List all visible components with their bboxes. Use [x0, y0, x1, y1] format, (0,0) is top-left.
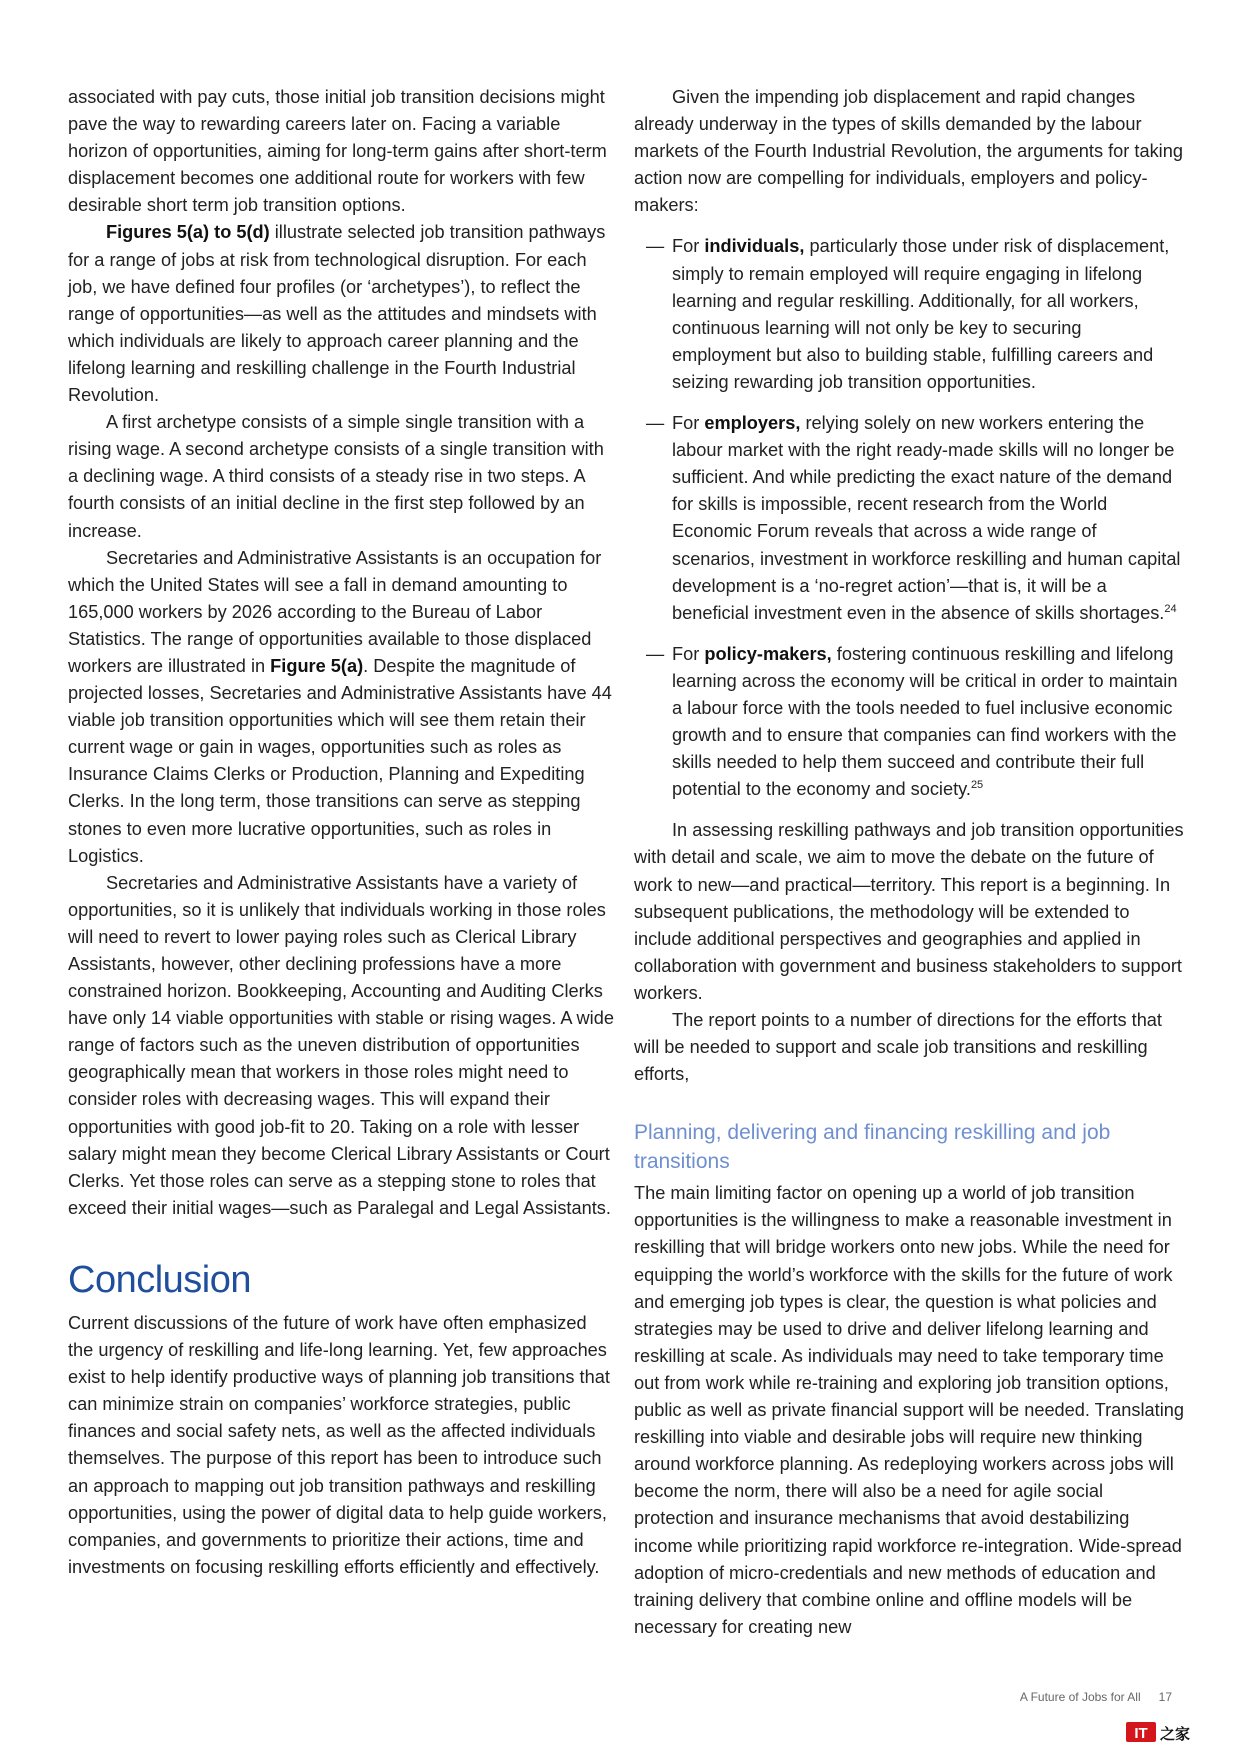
watermark-logo-icon: [1126, 1720, 1196, 1744]
figure-reference: Figure 5(a): [270, 655, 364, 676]
bullet-item-policy-makers: — For policy-makers, fostering continuous reskilling and lifelong learning across the economy will be critical in order to maintain a labour force with the tools needed to fuel inclusive economic growth and to ensure that companies can find workers with the skills needed to help them succeed and contribute their full potential to the economy and society.$^{25}$: [634, 641, 1184, 804]
bullet-term: policy-makers,: [704, 643, 832, 664]
bullet-item-employers: — For employers, relying solely on new workers entering the labour market with the right ready-made skills will no longer be sufficient. And while predicting the exact nature of the demand for skills is impossible, recent research from the World Economic Forum reveals that across a wide range of scenarios, investment in workforce reskilling and human capital development is a ‘no-regret action’—that is, it will be a beneficial investment even in the absence of skills shortages.$^{24}$: [634, 410, 1184, 627]
left-column: [68, 84, 616, 1581]
dash-bullet-icon: —: [646, 413, 665, 434]
subsection-heading: Planning, delivering and financing reskilling and job transitions: [634, 1121, 1111, 1174]
paragraph: The main limiting factor on opening up a world of job transition opportunities is the willingness to make a reasonable investment in reskilling that will bridge workers onto new jobs. While the need for equipping the world’s workforce with the skills for the future of work and emerging job types is clear, the question is what policies and strategies may be used to drive and deliver lifelong learning and reskilling at scale. As individuals may need to take temporary time out from work while re-training and exploring job transition options, public as well as private financial support will be needed. Translating reskilling into viable and desirable jobs will require new thinking around workforce planning. As redeploying workers across jobs will become the norm, there will also be a need for agile social protection and insurance mechanisms that avoid destabilizing income while prioritizing rapid workforce re-integration. Wide-spread adoption of micro-credentials and new methods of education and training delivery that combine online and offline models will be necessary for creating new: [634, 1183, 1184, 1637]
paragraph: Figures 5(a) to 5(d) illustrate selected job transition pathways for a range of jobs at risk from technological disruption. For each job, we have defined four profiles (or ‘archetypes’), to reflect the range of opportunities—as well as the attitudes and mindsets with which individuals are likely to approach career planning and the lifelong learning and reskilling challenge in the Fourth Industrial Revolution.: [68, 222, 606, 406]
figure-reference: Figures 5(a) to 5(d): [106, 222, 270, 243]
dash-bullet-icon: —: [646, 236, 665, 257]
svg-text:之家: 之家: [1160, 1725, 1191, 1743]
bullet-term: individuals,: [704, 236, 805, 257]
paragraph: Secretaries and Administrative Assistants have a variety of opportunities, so it is unlikely that individuals working in those roles will need to revert to lower paying roles such as Clerical Library Assistants, however, other declining professions have a more constrained horizon. Bookkeeping, Accounting and Auditing Clerks have only 14 viable opportunities with stable or rising wages. A wide range of factors such as the uneven distribution of opportunities geographically mean that workers in those roles might need to consider roles with decreasing wages. This will expand their opportunities with good job-fit to 20. Taking on a role with lesser salary might mean they become Clerical Library Assistants or Court Clerks. Yet those roles can serve as a stepping stone to roles that exceed their initial wages—such as Paralegal and Legal Assistants.: [68, 872, 614, 1218]
footnote-ref: 24: [1164, 602, 1177, 615]
paragraph: In assessing reskilling pathways and job transition opportunities with detail and scale, we aim to move the debate on the future of work to new—and practical—territory. This report is a beginning. In subsequent publications, the methodology will be extended to include additional perspectives and geographies and applied in collaboration with government and business stakeholders to support workers.: [634, 820, 1184, 1003]
section-heading-conclusion: Conclusion: [68, 1258, 251, 1301]
paragraph: A first archetype consists of a simple single transition with a rising wage. A second archetype consists of a single transition with a declining wage. A third consists of a steady rise in two steps. A fourth consists of an initial decline in the first step followed by an increase.: [68, 412, 604, 541]
footer-title: A Future of Jobs for All: [1019, 1690, 1141, 1704]
paragraph: associated with pay cuts, those initial job transition decisions might pave the way to rewarding careers later on. Facing a variable horizon of opportunities, aiming for long-term gains after short-term displacement becomes one additional route for workers with few desirable short term job transition options.: [68, 87, 607, 216]
dash-bullet-icon: —: [646, 643, 665, 664]
bullet-item-individuals: — For individuals, particularly those under risk of displacement, simply to remain employed will require engaging in lifelong learning and regular reskilling. Additionally, for all workers, continuous learning will not only be key to securing employment but also to building stable, fulfilling careers and seizing rewarding job transition opportunities.: [634, 233, 1184, 396]
paragraph: The report points to a number of directions for the efforts that will be needed to support and scale job transitions and reskilling efforts,: [634, 1010, 1162, 1085]
footnote-ref: 25: [970, 779, 984, 792]
paragraph: Secretaries and Administrative Assistants is an occupation for which the United States will see a fall in demand amounting to 165,000 workers by 2026 according to the Bureau of Labor Statistics. The range of opportunities available to those displaced workers are illustrated in Figure 5(a). Despite the magnitude of projected losses, Secretaries and Administrative Assistants have 44 viable job transition opportunities which will see them retain their current wage or gain in wages, opportunities such as roles as Insurance Claims Clerks or Production, Planning and Expediting Clerks. In the long term, those transitions can serve as stepping stones to even more lucrative opportunities, such as roles in Logistics.: [68, 547, 612, 866]
page-number: 17: [1158, 1690, 1172, 1704]
svg-text:IT: IT: [1134, 1725, 1148, 1742]
bullet-term: employers,: [704, 413, 801, 434]
right-column: [634, 84, 1184, 1641]
page-footer: [1020, 1690, 1172, 1704]
paragraph: Current discussions of the future of work have often emphasized the urgency of reskilling and life-long learning. Yet, few approaches exist to help identify productive ways of planning job transitions that can minimize strain on companies’ workforce strategies, public finances and social safety nets, as well as the affected individuals themselves. The purpose of this report has been to introduce such an approach to mapping out job transition pathways and reskilling opportunities, using the power of digital data to help guide workers, companies, and governments to prioritize their actions, time and investments on focusing reskilling efforts efficiently and effectively.: [68, 1312, 610, 1577]
paragraph: Given the impending job displacement and rapid changes already underway in the types of skills demanded by the labour markets of the Fourth Industrial Revolution, the arguments for taking action now are compelling for individuals, employers and policy-makers:: [634, 87, 1183, 216]
